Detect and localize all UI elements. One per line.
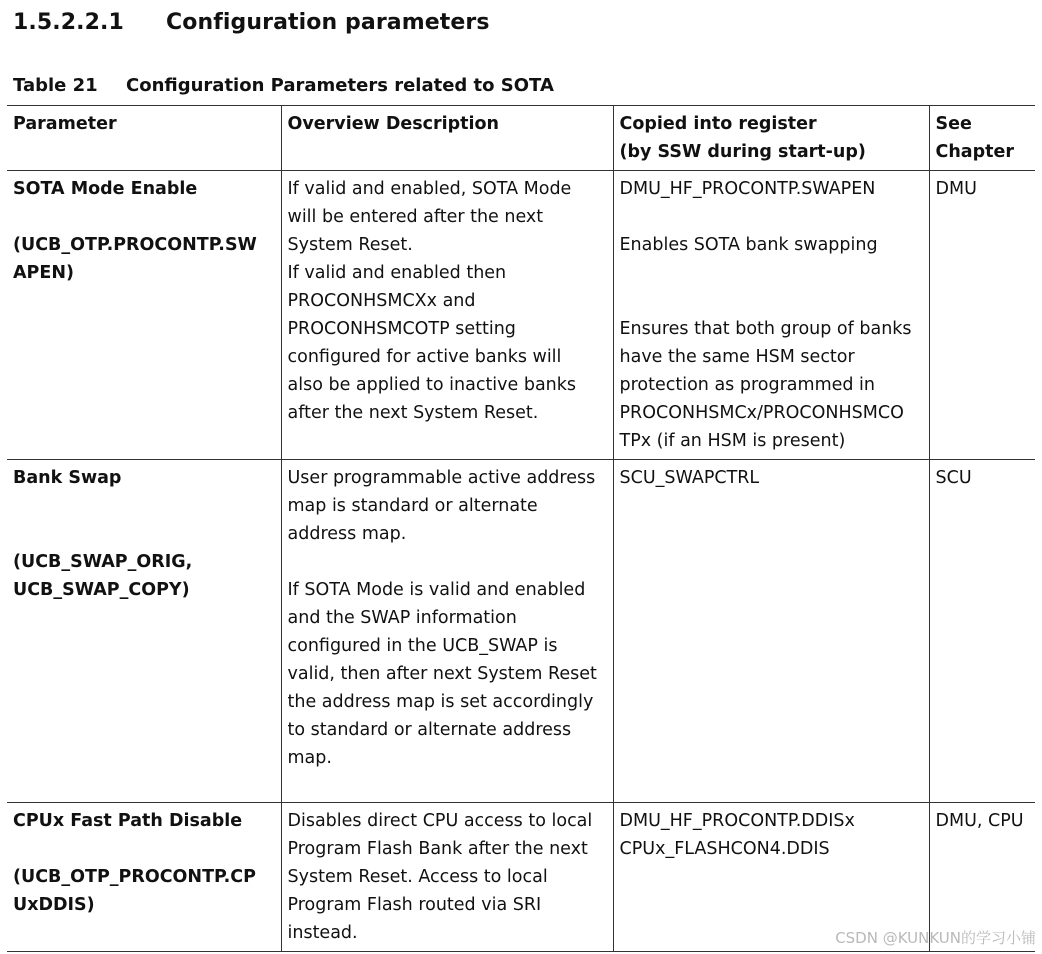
cell-text-line: Program Flash Bank after the next xyxy=(287,839,588,859)
cell-text-line: Ensures that both group of banks xyxy=(619,319,912,339)
cell-text-line: System Reset. xyxy=(287,235,413,255)
cell-text-line: Chapter xyxy=(935,142,1015,162)
parameter-cell xyxy=(7,171,281,460)
cell-text-line: If valid and enabled then xyxy=(287,263,507,283)
cell-text-line: Program Flash routed via SRI xyxy=(287,895,542,915)
cell-text-line: Overview Description xyxy=(287,114,500,134)
section-number: 1.5.2.2.1 xyxy=(13,10,124,35)
header-overview-description xyxy=(281,106,613,171)
cell-text-line: DMU_HF_PROCONTP.DDISx xyxy=(619,811,855,831)
parameter-cell xyxy=(7,460,281,803)
cell-text-line: SCU xyxy=(935,468,972,488)
cell-text-line: PROCONHSMCXx and xyxy=(287,291,476,311)
cell-text-line: PROCONHSMCOTP setting xyxy=(287,319,516,339)
cell-text-line: Copied into register xyxy=(619,114,817,134)
description-cell xyxy=(281,171,613,460)
table-number: Table 21 xyxy=(13,75,98,96)
cell-text-line: DMU xyxy=(935,179,977,199)
register-cell xyxy=(613,171,929,460)
cell-text-line: UCB_SWAP_COPY) xyxy=(13,580,190,600)
header-see-chapter xyxy=(929,106,1035,171)
cell-text-line: TPx (if an HSM is present) xyxy=(619,431,846,451)
cell-text-line: map is standard or alternate xyxy=(287,496,538,516)
description-cell xyxy=(281,803,613,952)
cell-text-line xyxy=(620,259,923,287)
cell-text-line: If SOTA Mode is valid and enabled xyxy=(287,580,586,600)
table-row xyxy=(7,460,1035,803)
cell-text-line xyxy=(620,203,923,231)
description-cell xyxy=(281,460,613,803)
cell-text-line xyxy=(13,203,275,231)
chapter-cell xyxy=(929,171,1035,460)
parameter-cell xyxy=(7,803,281,952)
cell-text-line: Parameter xyxy=(13,114,117,134)
cell-text-line: CPUx_FLASHCON4.DDIS xyxy=(619,839,830,859)
cell-text-line: (UCB_SWAP_ORIG, xyxy=(13,552,193,572)
cell-text-line: (UCB_OTP_PROCONTP.CP xyxy=(13,867,256,887)
cell-text-line: and the SWAP information xyxy=(287,608,517,628)
cell-text-line: UxDDIS) xyxy=(13,895,95,915)
cell-text-line: Disables direct CPU access to local xyxy=(287,811,593,831)
cell-text-line xyxy=(13,492,275,520)
header-copied-into-register xyxy=(613,106,929,171)
chapter-cell xyxy=(929,460,1035,803)
cell-text-line: If valid and enabled, SOTA Mode xyxy=(287,179,572,199)
cell-text-line xyxy=(13,835,275,863)
cell-text-line: See xyxy=(935,114,972,134)
table-header-row xyxy=(7,106,1035,171)
table-caption xyxy=(13,75,554,96)
cell-text-line: System Reset. Access to local xyxy=(287,867,548,887)
watermark: CSDN @KUNKUN的学习小铺 xyxy=(835,929,1036,947)
cell-text-line: User programmable active address xyxy=(287,468,596,488)
cell-text-line xyxy=(288,548,607,576)
cell-text-line: SCU_SWAPCTRL xyxy=(619,468,760,488)
cell-text-line: DMU, CPU xyxy=(935,811,1024,831)
section-title: Configuration parameters xyxy=(166,10,490,35)
cell-text-line: address map. xyxy=(287,524,407,544)
cell-text-line: DMU_HF_PROCONTP.SWAPEN xyxy=(619,179,876,199)
cell-text-line xyxy=(13,520,275,548)
cell-text-line: APEN) xyxy=(13,263,74,283)
cell-text-line: CPUx Fast Path Disable xyxy=(13,811,243,831)
cell-text-line: the address map is set accordingly xyxy=(287,692,594,712)
cell-text-line xyxy=(620,287,923,315)
cell-text-line: also be applied to inactive banks xyxy=(287,375,577,395)
register-cell xyxy=(613,460,929,803)
table-row xyxy=(7,171,1035,460)
cell-text-line: PROCONHSMCx/PROCONHSMCO xyxy=(619,403,904,423)
header-parameter xyxy=(7,106,281,171)
cell-text-line: will be entered after the next xyxy=(287,207,544,227)
cell-text-line: configured in the UCB_SWAP is xyxy=(287,636,558,656)
cell-text-line: Enables SOTA bank swapping xyxy=(619,235,878,255)
cell-text-line: map. xyxy=(287,748,332,768)
cell-text-line: SOTA Mode Enable xyxy=(13,179,198,199)
cell-text-line: valid, then after next System Reset xyxy=(287,664,597,684)
cell-text-line: after the next System Reset. xyxy=(287,403,539,423)
section-heading xyxy=(13,10,490,35)
cell-text-line: to standard or alternate address xyxy=(287,720,572,740)
cell-text-line: Bank Swap xyxy=(13,468,122,488)
cell-text-line: instead. xyxy=(287,923,358,943)
table-title: Configuration Parameters related to SOTA xyxy=(126,75,554,96)
cell-text-line: protection as programmed in xyxy=(619,375,876,395)
cell-text-line: (UCB_OTP.PROCONTP.SW xyxy=(13,235,257,255)
configuration-parameters-table xyxy=(7,105,1035,952)
cell-text-line: have the same HSM sector xyxy=(619,347,855,367)
cell-text-line: configured for active banks will xyxy=(287,347,562,367)
cell-text-line: (by SSW during start-up) xyxy=(619,142,866,162)
